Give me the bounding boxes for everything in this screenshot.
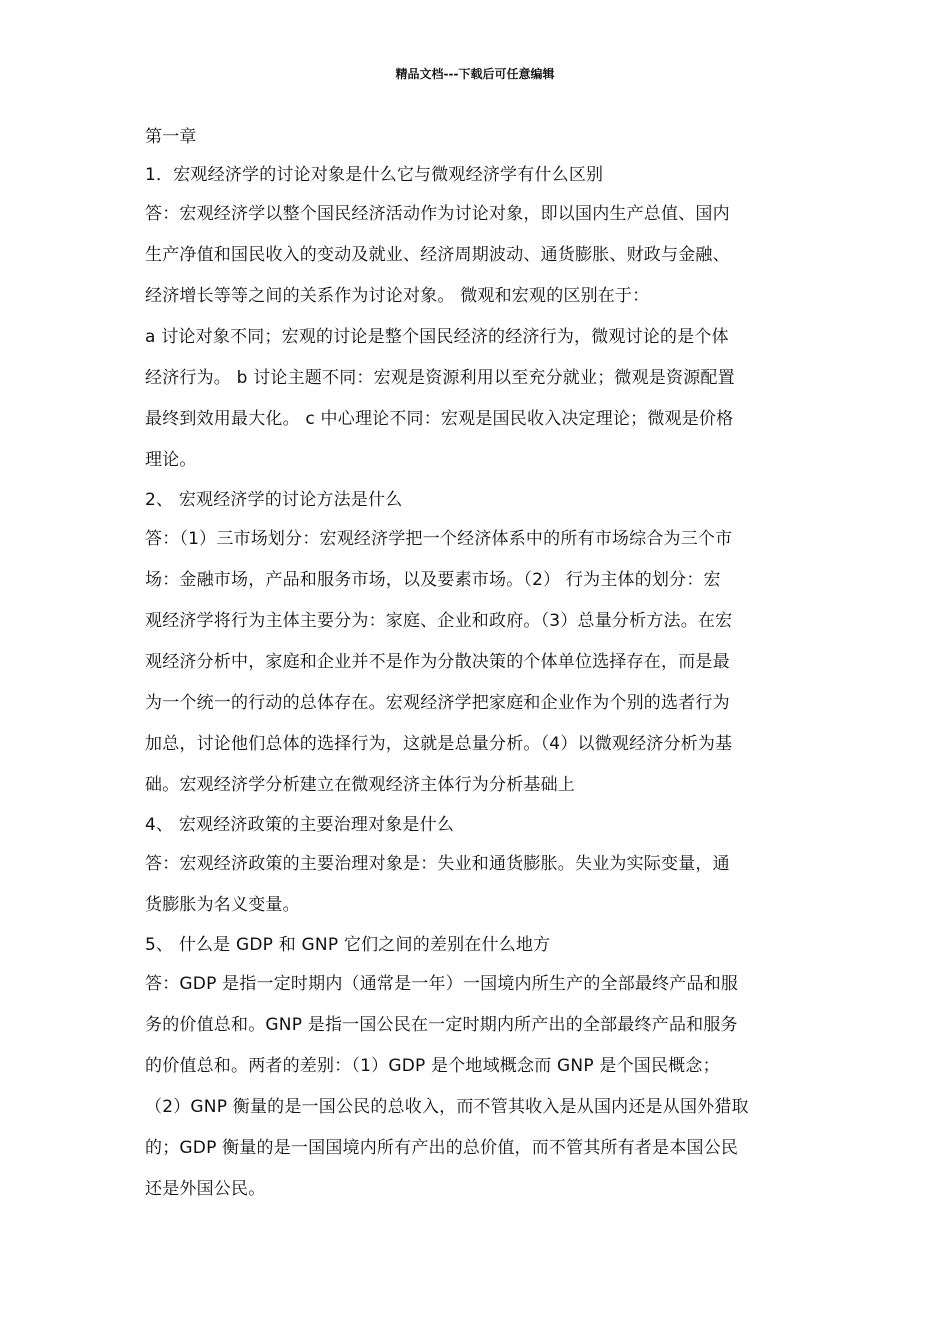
answer-line: 货膨胀为名义变量。 [145, 895, 300, 915]
answer-line: 的；GDP 衡量的是一国国境内所有产出的总价值，而不管其所有者是本国公民 [145, 1138, 739, 1158]
document-body [145, 118, 810, 1210]
answer-line: 生产净值和国民收入的变动及就业、经济周期波动、通货膨胀、财政与金融、 [145, 245, 730, 265]
answer-line: 答：宏观经济学以整个国民经济活动作为讨论对象，即以国内生产总值、国内 [145, 204, 730, 224]
answer-line: 经济行为。 b 讨论主题不同：宏观是资源利用以至充分就业；微观是资源配置 [145, 368, 735, 388]
answer-line: 场：金融市场，产品和服务市场，以及要素市场。（2） 行为主体的划分：宏 [145, 570, 721, 590]
answer-line: 经济增长等等之间的关系作为讨论对象。 微观和宏观的区别在于： [145, 286, 650, 306]
answer-line: 答：宏观经济政策的主要治理对象是：失业和通货膨胀。失业为实际变量，通 [145, 854, 730, 874]
answer-line: 还是外国公民。 [145, 1179, 266, 1199]
question-line: 2、 宏观经济学的讨论方法是什么 [145, 490, 403, 510]
answer-line: 础。宏观经济学分析建立在微观经济主体行为分析基础上 [145, 775, 575, 795]
answer-line: 务的价值总和。GNP 是指一国公民在一定时期内所产出的全部最终产品和服务 [145, 1015, 738, 1035]
answer-line: 答：GDP 是指一定时期内（通常是一年）一国境内所生产的全部最终产品和服 [145, 974, 739, 994]
answer-line: 观经济学将行为主体主要分为：家庭、企业和政府。（3）总量分析方法。在宏 [145, 611, 733, 631]
answer-line: 加总，讨论他们总体的选择行为，这就是总量分析。（4）以微观经济分析为基 [145, 734, 733, 754]
answer-line: 最终到效用最大化。 c 中心理论不同：宏观是国民收入决定理论；微观是价格 [145, 409, 734, 429]
chapter-title: 第一章 [145, 127, 197, 147]
question-line: 5、 什么是 GDP 和 GNP 它们之间的差别在什么地方 [145, 935, 551, 955]
question-line: 1．宏观经济学的讨论对象是什么它与微观经济学有什么区别 [145, 165, 604, 185]
answer-line: 的价值总和。两者的差别：（1）GDP 是个地域概念而 GNP 是个国民概念； [145, 1056, 720, 1076]
answer-line: 观经济分析中，家庭和企业并不是作为分散决策的个体单位选择存在，而是最 [145, 652, 730, 672]
page-header: 精品文档---下载后可任意编辑 [395, 67, 555, 81]
answer-line: 答：（1）三市场划分：宏观经济学把一个经济体系中的所有市场综合为三个市 [145, 529, 733, 549]
text-lines [145, 156, 810, 1210]
answer-line: 为一个统一的行动的总体存在。宏观经济学把家庭和企业作为个别的选者行为 [145, 693, 730, 713]
answer-line: a 讨论对象不同；宏观的讨论是整个国民经济的经济行为，微观讨论的是个体 [145, 327, 729, 347]
question-line: 4、 宏观经济政策的主要治理对象是什么 [145, 815, 455, 835]
answer-line: 理论。 [145, 450, 197, 470]
answer-line: （2）GNP 衡量的是一国公民的总收入，而不管其收入是从国内还是从国外猎取 [145, 1097, 749, 1117]
